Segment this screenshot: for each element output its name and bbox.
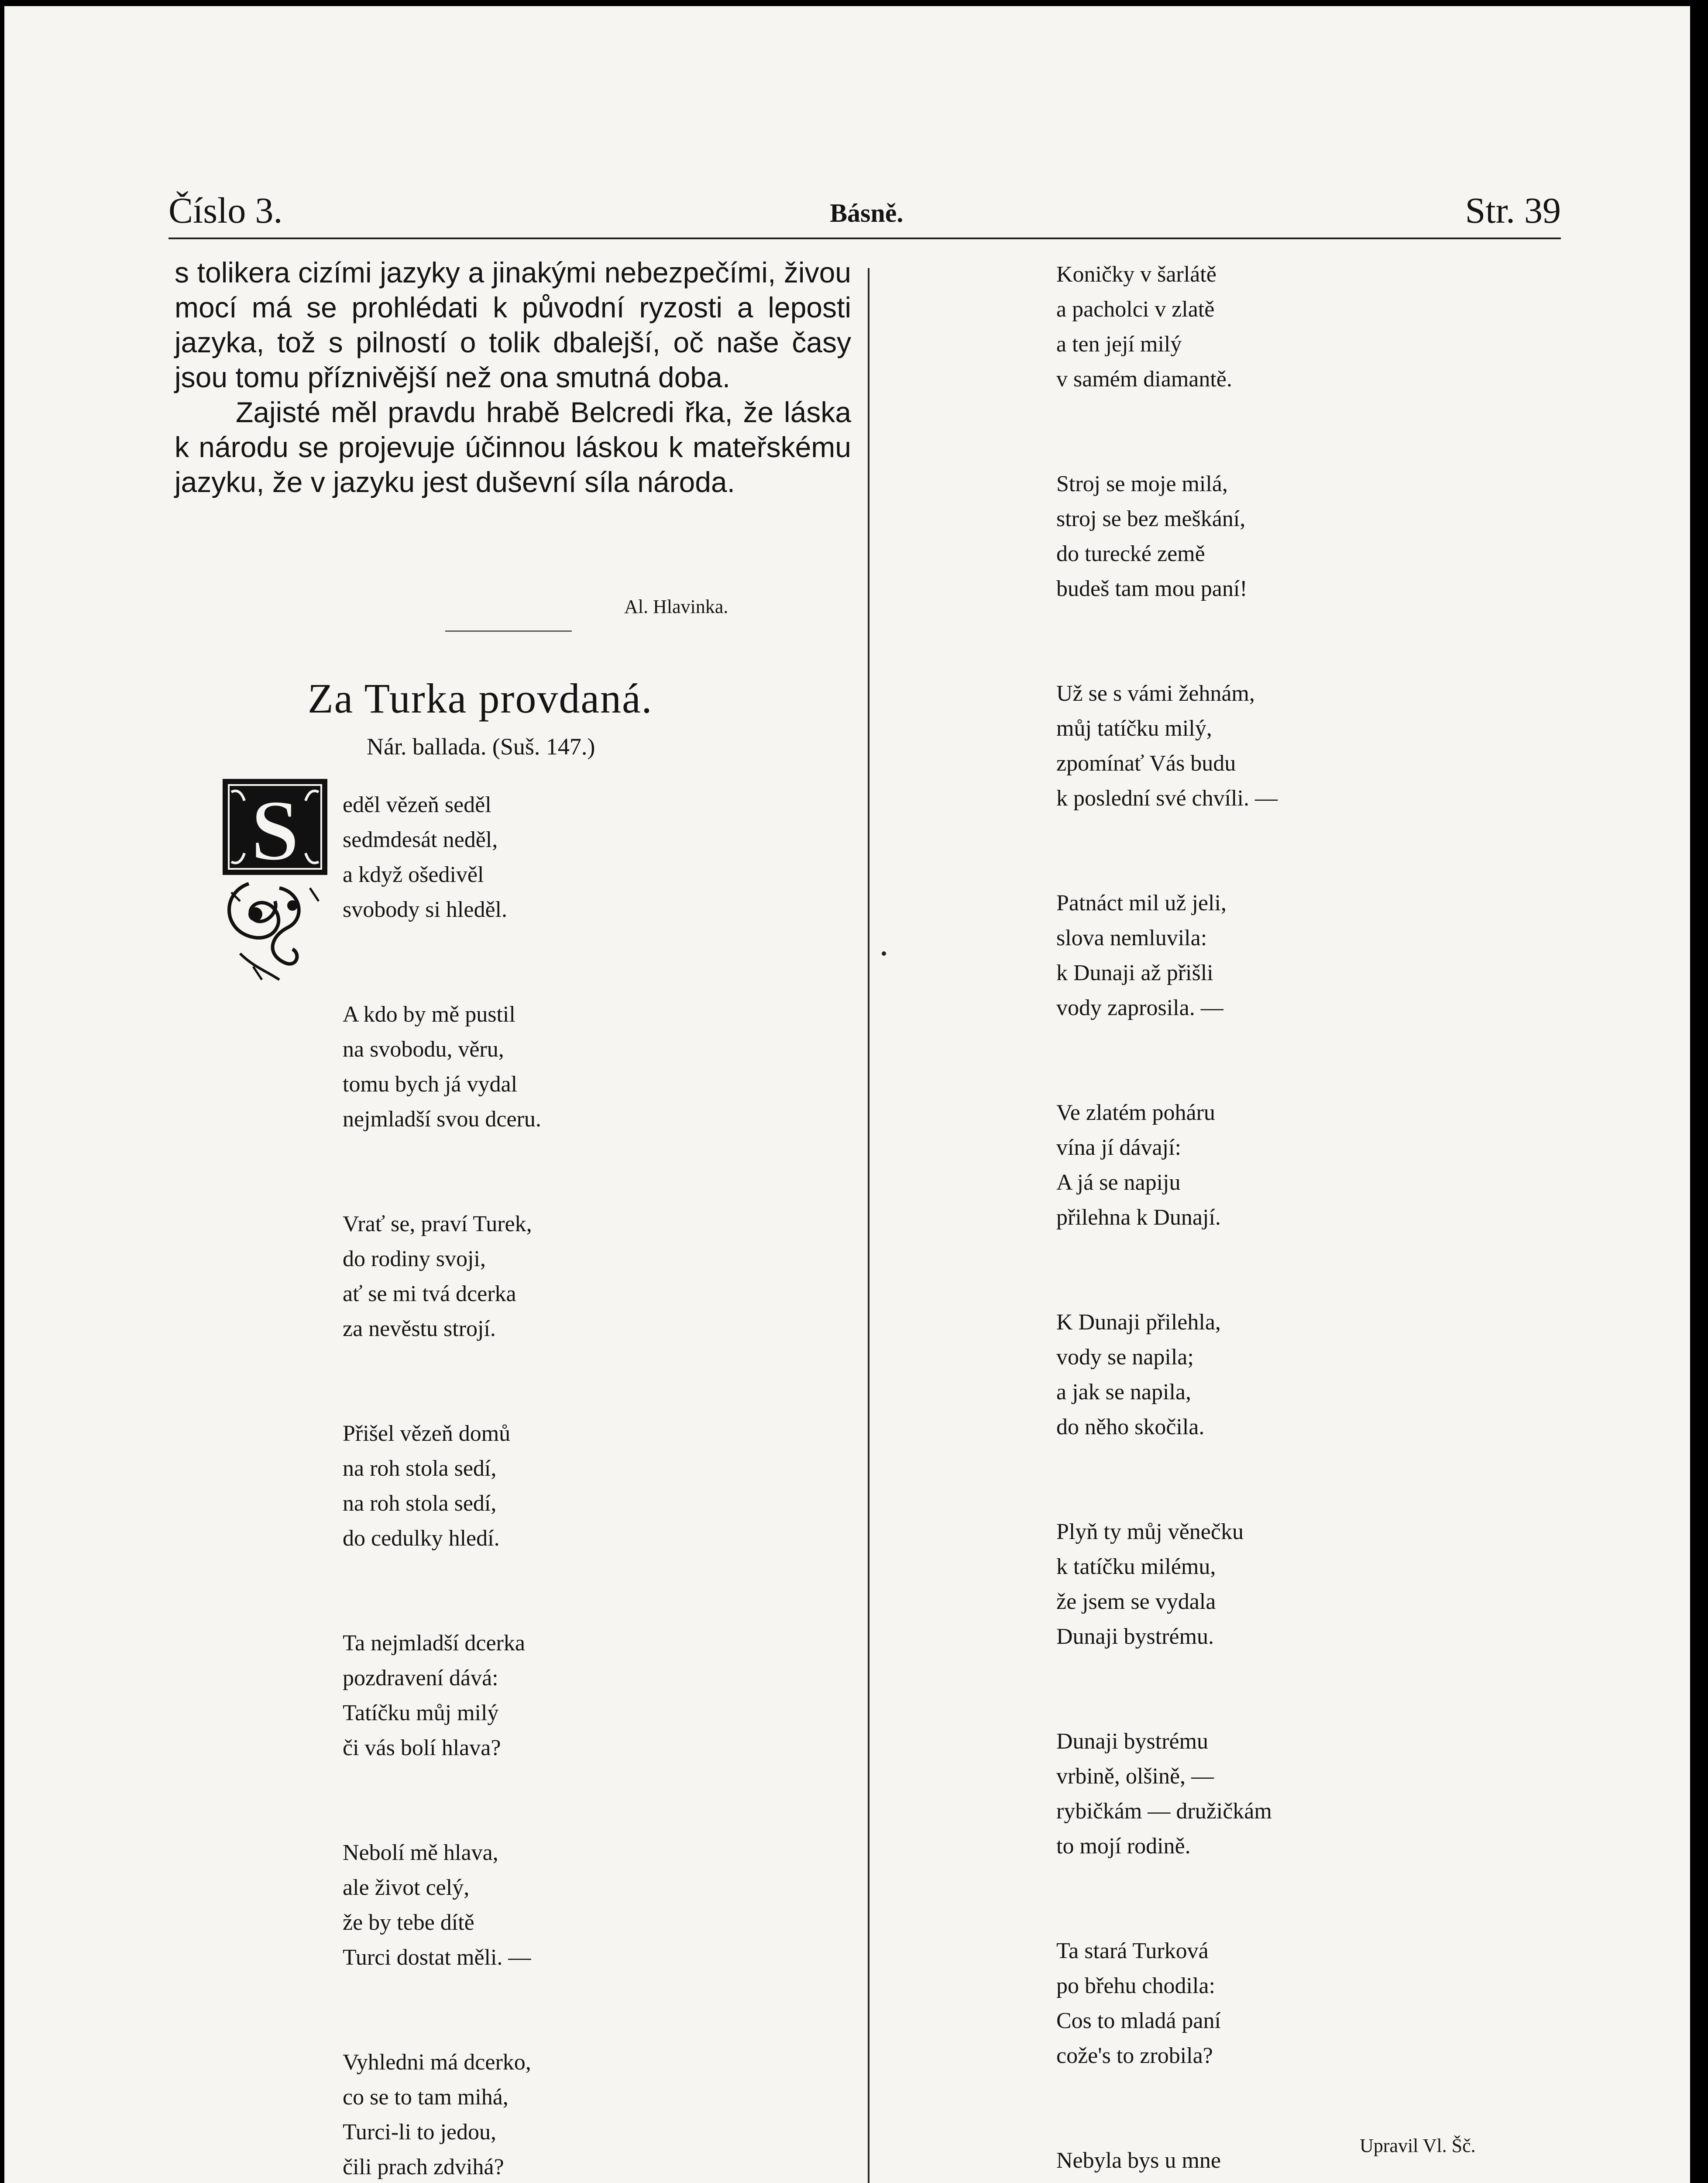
verse-line: Přišel vězeň domů xyxy=(343,1421,511,1446)
poem-subtitle: Nár. ballada. (Suš. 147.) xyxy=(367,733,595,760)
verse-line: rybičkám — družičkám xyxy=(1056,1799,1272,1824)
stanza xyxy=(1056,467,1278,606)
verse-line: co se to tam mihá, xyxy=(343,2085,509,2110)
verse-line: Patnáct mil už jeli, xyxy=(1056,891,1227,916)
verse-line: můj tatíčku milý, xyxy=(1056,716,1212,741)
verse-line: stroj se bez meškání, xyxy=(1056,506,1246,531)
verse-line: to mojí rodině. xyxy=(1056,1834,1191,1859)
page-sheet xyxy=(4,6,1690,2183)
verse-line: Turci-li to jedou, xyxy=(343,2120,496,2145)
stanza xyxy=(1056,676,1278,816)
page-header xyxy=(168,181,1561,239)
paragraph: s tolikera cizími jazyky a jinakými nebezpečími, živou mocí má se prohlédati k původní ryzosti a leposti jazyka, tož s pilností o tolik dbalejší, oč naše časy jsou tomu příznivější než ona smutná doba. xyxy=(175,256,851,393)
stanza xyxy=(1056,2143,1278,2183)
verse-line: po břehu chodila: xyxy=(1056,1973,1215,1998)
stanza xyxy=(343,1416,563,1556)
specks xyxy=(882,951,886,956)
verse-line: do rodiny svoji, xyxy=(343,1246,486,1271)
verse-line: Cos to mladá paní xyxy=(1056,2008,1221,2033)
verse-line: pozdravení dává: xyxy=(343,1666,498,1691)
section-divider xyxy=(445,630,572,632)
verse-line: ať se mi tvá dcerka xyxy=(343,1281,516,1306)
verse-line: za nevěstu strojí. xyxy=(343,1316,496,1341)
verse-line: přilehna k Dunají. xyxy=(1056,1205,1221,1230)
verse-line: ale život celý, xyxy=(343,1875,470,1900)
stanza xyxy=(343,997,563,1137)
verse-line: Turci dostat měli. — xyxy=(343,1945,531,1970)
stanza xyxy=(1056,1305,1278,1445)
author-signature: Al. Hlavinka. xyxy=(624,596,729,617)
verse-line: Vrať se, praví Turek, xyxy=(343,1212,532,1236)
stanza xyxy=(343,2045,563,2183)
verse-line: či vás bolí hlava? xyxy=(343,1735,501,1760)
verse-line: čili prach zdvihá? xyxy=(343,2155,504,2180)
verse-line: vína jí dávají: xyxy=(1056,1135,1181,1160)
stanza xyxy=(343,1207,563,1346)
article-text xyxy=(175,255,851,499)
stanza xyxy=(343,788,563,927)
issue-number: Číslo 3. xyxy=(168,190,283,231)
verse-line: Ta nejmladší dcerka xyxy=(343,1631,525,1656)
verse-line: do cedulky hledí. xyxy=(343,1526,500,1551)
verse-line: Ta stará Turková xyxy=(1056,1939,1209,1963)
stanza xyxy=(1056,886,1278,1026)
verse-line: svobody si hleděl. xyxy=(343,897,507,922)
verse-line: sedmdesát neděl, xyxy=(343,827,498,852)
verse-line: Nebolí mě hlava, xyxy=(343,1840,498,1865)
stanza xyxy=(1056,1515,1278,1654)
verse-line: k Dunaji až přišli xyxy=(1056,961,1213,985)
stanza xyxy=(1056,1095,1278,1235)
verse-line: eděl vězeň seděl xyxy=(343,792,491,817)
verse-line: a jak se napila, xyxy=(1056,1380,1191,1405)
verse-line: Ve zlatém poháru xyxy=(1056,1100,1215,1125)
ornamental-initial xyxy=(214,761,332,988)
poem-title: Za Turka provdaná. xyxy=(308,675,653,722)
stanza xyxy=(1056,1934,1278,2073)
verse-line: k poslední své chvíli. — xyxy=(1056,786,1278,811)
verse-line: Plyň ty můj věnečku xyxy=(1056,1519,1244,1544)
verse-line: vrbině, olšině, — xyxy=(1056,1764,1214,1789)
verse-line: vody se napila; xyxy=(1056,1345,1194,1370)
poem-left-column xyxy=(343,788,563,2183)
verse-line: Dunaji bystrému. xyxy=(1056,1624,1214,1649)
verse-line: nejmladší svou dceru. xyxy=(343,1107,541,1132)
page-number: Str. 39 xyxy=(1465,190,1561,231)
stanza xyxy=(1056,1724,1278,1864)
verse-line: na roh stola sedí, xyxy=(343,1491,497,1516)
verse-line: do turecké země xyxy=(1056,541,1205,566)
verse-line: budeš tam mou paní! xyxy=(1056,576,1247,601)
editor-credit: Upravil Vl. Šč. xyxy=(1360,2135,1476,2156)
poem-right-column xyxy=(1056,257,1278,2183)
verse-line: Nebyla bys u mne xyxy=(1056,2148,1221,2173)
verse-line: slova nemluvila: xyxy=(1056,926,1207,950)
stanza xyxy=(1056,257,1278,397)
verse-line: že jsem se vydala xyxy=(1056,1589,1216,1614)
verse-line: A já se napiju xyxy=(1056,1170,1181,1195)
verse-line: na roh stola sedí, xyxy=(343,1456,497,1481)
verse-line: K Dunaji přilehla, xyxy=(1056,1310,1221,1335)
verse-line xyxy=(1056,2178,1278,2183)
verse-line: Tatíčku můj milý xyxy=(343,1701,499,1725)
verse-line: Stroj se moje milá, xyxy=(1056,472,1228,496)
verse-line: v samém diamantě. xyxy=(1056,367,1232,392)
verse-line: tomu bych já vydal xyxy=(343,1072,518,1097)
stanza xyxy=(343,1835,563,1975)
verse-line: Koničky v šarlátě xyxy=(1056,262,1217,287)
initial-letter: S xyxy=(251,782,299,879)
verse-line: vody zaprosila. — xyxy=(1056,995,1223,1020)
verse-line: a ten její milý xyxy=(1056,332,1182,357)
section-title: Básně. xyxy=(830,199,904,227)
verse-line: že by tebe dítě xyxy=(343,1910,474,1935)
verse-line: Vyhledni má dcerko, xyxy=(343,2050,531,2075)
verse-line: A kdo by mě pustil xyxy=(343,1002,515,1027)
column-divider xyxy=(868,268,869,2183)
verse-line: Už se s vámi žehnám, xyxy=(1056,681,1255,706)
verse-line: na svobodu, věru, xyxy=(343,1037,504,1062)
paragraph: Zajisté měl pravdu hrabě Belcredi řka, že láska k národu se projevuje účinnou láskou k mateřskému jazyku, že v jazyku jest duševní síla národa. xyxy=(175,396,851,498)
verse-line: k tatíčku milému, xyxy=(1056,1554,1216,1579)
verse-line: a když ošedivěl xyxy=(343,862,484,887)
verse-line: Dunaji bystrému xyxy=(1056,1729,1209,1754)
verse-line: zpomínať Vás budu xyxy=(1056,751,1236,776)
stanza xyxy=(343,1626,563,1766)
verse-line: do něho skočila. xyxy=(1056,1415,1205,1439)
verse-line: a pacholci v zlatě xyxy=(1056,297,1215,322)
verse-line: cože's to zrobila? xyxy=(1056,2043,1213,2068)
